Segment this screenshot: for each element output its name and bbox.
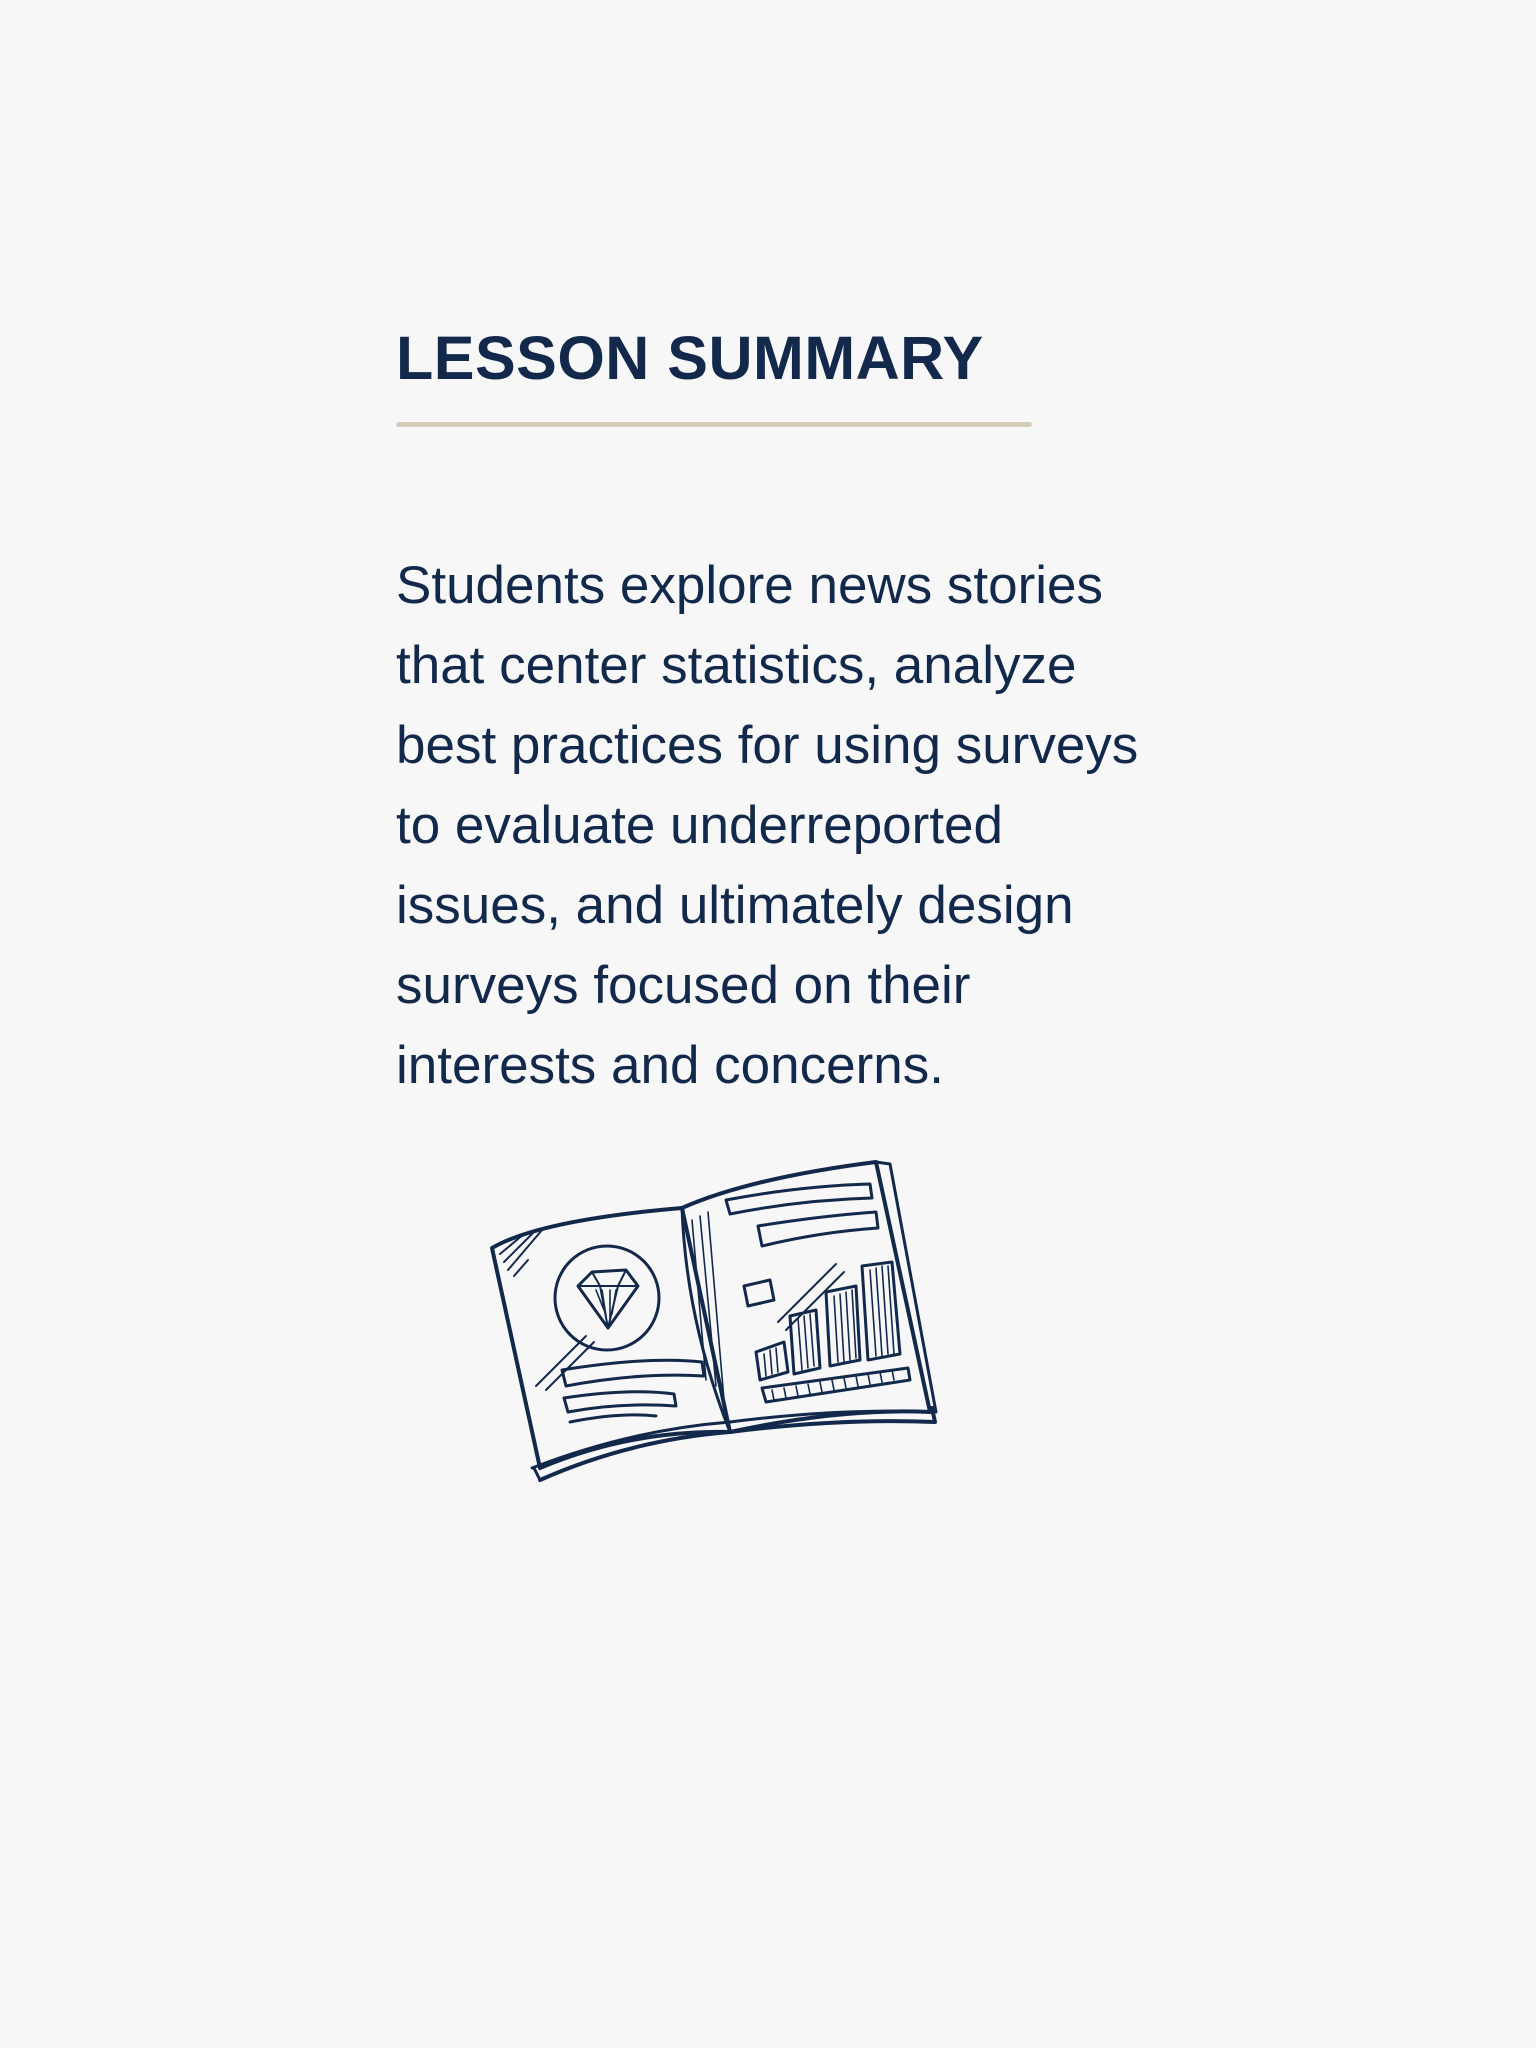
section-heading: LESSON SUMMARY xyxy=(396,324,984,392)
summary-line-4: to evaluate underreported xyxy=(396,796,1003,855)
summary-line-2: that center statistics, analyze xyxy=(396,636,1077,695)
summary-line-3: best practices for using surveys xyxy=(396,716,1139,775)
summary-line-1: Students explore news stories xyxy=(396,556,1104,615)
summary-line-5: issues, and ultimately design xyxy=(396,876,1074,935)
heading-underline xyxy=(396,422,1032,427)
summary-text xyxy=(396,546,1256,1106)
summary-line-7: interests and concerns. xyxy=(396,1036,944,1095)
summary-line-6: surveys focused on their xyxy=(396,956,971,1015)
open-magazine-icon xyxy=(480,1150,940,1520)
